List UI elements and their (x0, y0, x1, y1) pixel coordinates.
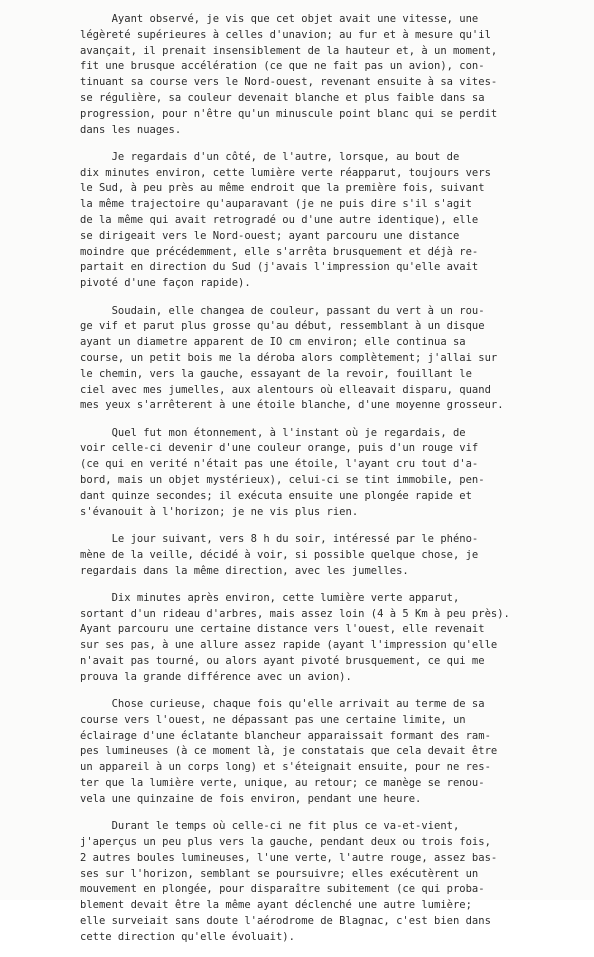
paragraph (80, 304, 585, 415)
text-line: Soudain, elle changea de couleur, passant du vert à un rou- (80, 304, 485, 317)
document-body (80, 12, 585, 957)
text-line: Ayant observé, je vis que cet objet avait une vitesse, une (80, 13, 479, 25)
text-line: la même trajectoire qu'auparavant (je ne puis dire s'il s'agit (80, 198, 472, 211)
paragraph (80, 591, 585, 686)
paragraph (80, 819, 585, 945)
text-line: regardais dans la même direction, avec les jumelles. (80, 564, 409, 577)
text-line: un appareil à un corps long) et s'éteignait ensuite, pour ne res- (80, 761, 491, 774)
paragraph (80, 532, 585, 579)
text-line: tinuant sa course vers le Nord-ouest, revenant ensuite à sa vites- (80, 76, 498, 89)
text-line: mes yeux s'arrêterent à une étoile blanche, d'une moyenne grosseur. (80, 399, 504, 412)
text-line: Je regardais d'un côté, de l'autre, lorsque, au bout de (80, 150, 460, 163)
text-line: le chemin, vers la gauche, essayant de la revoir, fouillant le (80, 367, 472, 380)
text-line: moindre que précédemment, elle s'arrêta brusquement et déjà re- (80, 245, 479, 258)
text-line: n'avait pas tourné, ou alors ayant pivoté brusquement, ce qui me (80, 654, 485, 667)
text-line: progression, pour n'être qu'un minuscule point blanc qui se perdit (80, 107, 498, 120)
text-line: mène de la veille, décidé à voir, si possible quelque chose, je (80, 548, 479, 561)
text-line: ge vif et parut plus grosse qu'au début, ressemblant à un disque (80, 320, 485, 333)
paragraph (80, 697, 585, 808)
text-line: sur ses pas, à une allure assez rapide (ayant l'impression qu'elle (80, 639, 498, 652)
text-line: Chose curieuse, chaque fois qu'elle arrivait au terme de sa (80, 698, 485, 711)
text-line: bord, mais un objet mystérieux), celui-ci se tint immobile, pen- (80, 474, 485, 487)
text-line: mouvement en plongée, pour disparaître subitement (ce qui proba- (80, 883, 485, 896)
text-line: le Sud, à peu près au même endroit que la première fois, suivant (80, 182, 485, 195)
text-line: fit une brusque accélération (ce que ne fait pas un avion), con- (80, 60, 485, 73)
text-line: dans les nuages. (80, 123, 182, 136)
text-line: Durant le temps où celle-ci ne fit plus ce va-et-vient, (80, 820, 460, 833)
text-line: dant quinze secondes; il exécuta ensuite une plongée rapide et (80, 489, 472, 502)
text-line: pes lumineuses (à ce moment là, je constatais que cela devait être (80, 745, 498, 758)
paragraph (80, 150, 585, 292)
text-line: Dix minutes après environ, cette lumière verte apparut, (80, 591, 460, 604)
text-line: se régulière, sa couleur devenait blanche et plus faible dans sa (80, 91, 485, 104)
text-line: Quel fut mon étonnement, à l'instant où je regardais, de (80, 426, 466, 439)
text-line: (ce qui en verité n'était pas une étoile, l'ayant cru tout d'a- (80, 458, 479, 471)
text-line: se dirigeait vers le Nord-ouest; ayant parcouru une distance (80, 229, 460, 242)
text-line: ter que la lumière verte, unique, au retour; ce manège se renou- (80, 777, 485, 790)
text-line: légèreté supérieures à celles d'unavion; au fur et à mesure qu'il (80, 28, 491, 41)
text-line: éclairage d'une éclatante blancheur apparaissait formant des ram- (80, 729, 491, 742)
text-line: de la même qui avait retrogradé ou d'une autre identique), elle (80, 214, 479, 227)
text-line: 2 autres boules lumineuses, l'une verte, l'autre rouge, assez bas- (80, 851, 498, 864)
text-line: cette direction qu'elle évoluait). (80, 930, 295, 943)
text-line: prouva la grande différence avec un avion). (80, 670, 352, 683)
text-line: avançait, il prenait insensiblement de la hauteur et, à un moment, (80, 44, 498, 57)
text-line: elle surveiait sans doute l'aérodrome de Blagnac, c'est bien dans (80, 914, 491, 927)
text-line: ses sur l'horizon, semblant se poursuivre; elles exécutèrent un (80, 867, 479, 880)
text-line: partait en direction du Sud (j'avais l'impression qu'elle avait (80, 261, 479, 274)
text-line: dix minutes environ, cette lumière verte réapparut, toujours vers (80, 166, 491, 179)
text-line: j'aperçus un peu plus vers la gauche, pendant deux ou trois fois, (80, 835, 491, 848)
paragraph (80, 426, 585, 521)
text-line: s'évanouit à l'horizon; je ne vis plus rien. (80, 505, 359, 518)
text-line: course vers l'ouest, ne dépassant pas une certaine limite, un (80, 713, 466, 726)
text-line: Le jour suivant, vers 8 h du soir, intéressé par le phéno- (80, 532, 479, 545)
text-line: blement devait être la même ayant déclenché une autre lumière; (80, 899, 472, 912)
text-line: pivoté d'une façon rapide). (80, 277, 251, 290)
text-line: course, un petit bois me la déroba alors complètement; j'allai sur (80, 351, 498, 364)
text-line: vela une quinzaine de fois environ, pendant une heure. (80, 792, 422, 805)
paragraph (80, 12, 585, 138)
text-line: ayant un diametre apparent de IO cm environ; elle continua sa (80, 336, 466, 349)
text-line: Ayant parcouru une certaine distance vers l'ouest, elle revenait (80, 623, 485, 636)
text-line: ciel avec mes jumelles, aux alentours où elleavait disparu, quand (80, 383, 491, 396)
text-line: sortant d'un rideau d'arbres, mais assez loin (4 à 5 Km à peu près). (80, 607, 510, 620)
text-line: voir celle-ci devenir d'une couleur orange, puis d'un rouge vif (80, 442, 479, 455)
